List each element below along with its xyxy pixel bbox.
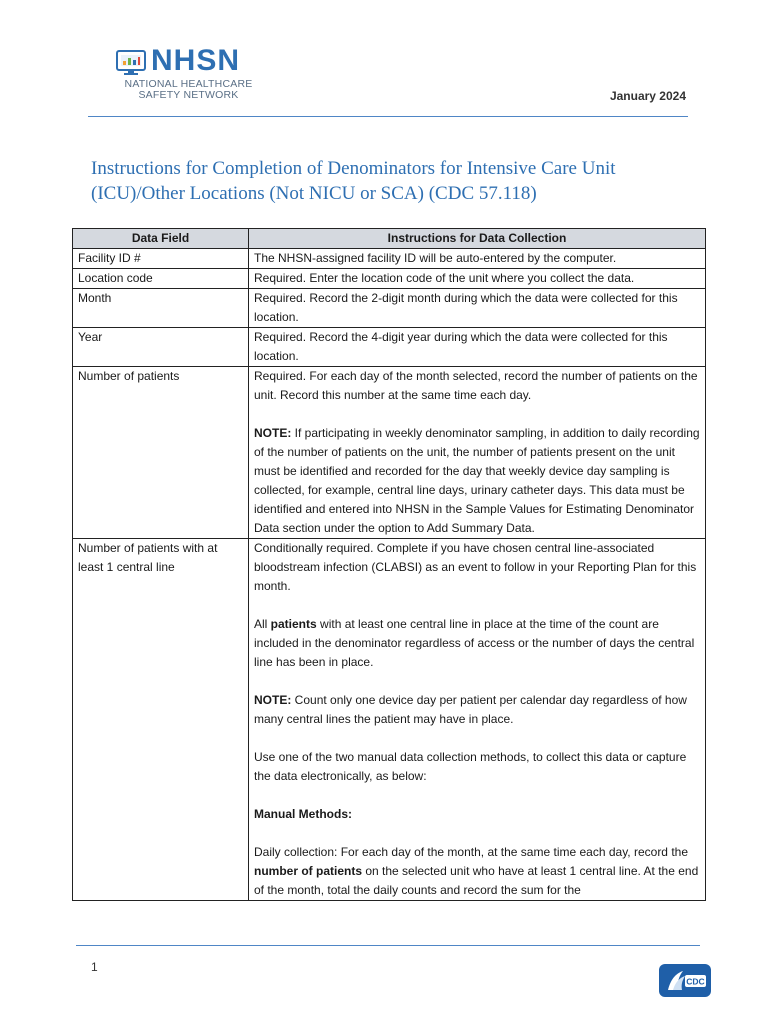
- logo-subtitle-line2: SAFETY NETWORK: [138, 89, 239, 101]
- title-line1: Instructions for Completion of Denominators for Intensive Care Unit: [91, 158, 616, 179]
- text-run: Daily collection: For each day of the month, at the same time each day, record the: [254, 845, 688, 859]
- footer-divider: [76, 945, 700, 946]
- note-paragraph: [254, 424, 700, 538]
- instruction-paragraph: Conditionally required. Complete if you have chosen central line-associated bloodstream infection (CLABSI) as an event to follow in your Reporting Plan for this month.: [254, 541, 697, 593]
- text-run: with at least one central line in place at the time of the count are included in the denominator regardless of access or the number of days the central line has been in place.: [254, 617, 695, 669]
- instruction-cell: Required. Enter the location code of the unit where you collect the data.: [249, 269, 706, 289]
- note-paragraph: [254, 691, 700, 729]
- instruction-cell: [249, 367, 706, 539]
- note-text: Count only one device day per patient per calendar day regardless of how many central lines the patient may have in place.: [254, 693, 687, 726]
- instruction-paragraph: Required. For each day of the month selected, record the number of patients on the unit. Record this number at the same time each day.: [254, 369, 698, 402]
- bold-text-run: number of patients: [254, 864, 363, 878]
- logo-wordmark: NHSN: [151, 44, 241, 77]
- note-label: NOTE:: [254, 426, 292, 440]
- table-row: [73, 539, 706, 901]
- table-row: [73, 289, 706, 328]
- instruction-cell: [249, 539, 706, 901]
- column-header-instructions: Instructions for Data Collection: [249, 229, 706, 249]
- column-header-data-field: Data Field: [73, 229, 249, 249]
- page-number: 1: [91, 960, 98, 974]
- monitor-chart-icon: [116, 50, 146, 76]
- instruction-cell: Required. Record the 4-digit year during which the data were collected for this location.: [249, 328, 706, 367]
- text-run: All: [254, 617, 271, 631]
- instruction-cell: Required. Record the 2-digit month during which the data were collected for this location.: [249, 289, 706, 328]
- field-cell: Facility ID #: [73, 249, 249, 269]
- field-cell: Number of patients: [73, 367, 249, 539]
- logo-subtitle: [116, 79, 261, 101]
- instruction-paragraph: [254, 615, 700, 672]
- cdc-logo-text: CDC: [686, 976, 705, 987]
- header-divider: [88, 116, 688, 117]
- table-row: [73, 328, 706, 367]
- document-title: [91, 156, 711, 206]
- document-date: January 2024: [609, 89, 686, 103]
- note-text: If participating in weekly denominator sampling, in addition to daily recording of the number of patients on the unit, the number of patients present on the unit must be identified and recorded for the day that weekly device day sampling is collected, for example, central line days, urinary catheter days. This data must be identified and entered into NHSN in the Sample Values for Estimating Denominator Data section under the option to Add Summary Data.: [254, 426, 700, 535]
- bold-text-run: patients: [270, 617, 317, 631]
- section-heading: [254, 805, 700, 824]
- logo-subtitle-line1: NATIONAL HEALTHCARE: [124, 78, 253, 90]
- field-cell: Location code: [73, 269, 249, 289]
- table-row: [73, 249, 706, 269]
- instruction-cell: The NHSN-assigned facility ID will be auto-entered by the computer.: [249, 249, 706, 269]
- table-row: [73, 269, 706, 289]
- text-run: on the selected unit who have at least 1 central line. At the end of the month, total the daily counts and record the sum for the: [254, 864, 699, 897]
- field-cell: Year: [73, 328, 249, 367]
- cdc-logo-icon: [659, 964, 711, 997]
- field-cell: Number of patients with at least 1 central line: [73, 539, 249, 901]
- table-header-row: [73, 229, 706, 249]
- instruction-paragraph: Use one of the two manual data collection methods, to collect this data or capture the data electronically, as below:: [254, 750, 687, 783]
- note-label: NOTE:: [254, 693, 292, 707]
- field-cell: Month: [73, 289, 249, 328]
- nhsn-logo: [116, 46, 266, 106]
- table-row: [73, 367, 706, 539]
- instructions-table: [72, 228, 706, 901]
- title-line2: (ICU)/Other Locations (Not NICU or SCA) (CDC 57.118): [91, 183, 537, 204]
- manual-methods-heading: Manual Methods:: [254, 807, 352, 821]
- instruction-paragraph: [254, 843, 700, 900]
